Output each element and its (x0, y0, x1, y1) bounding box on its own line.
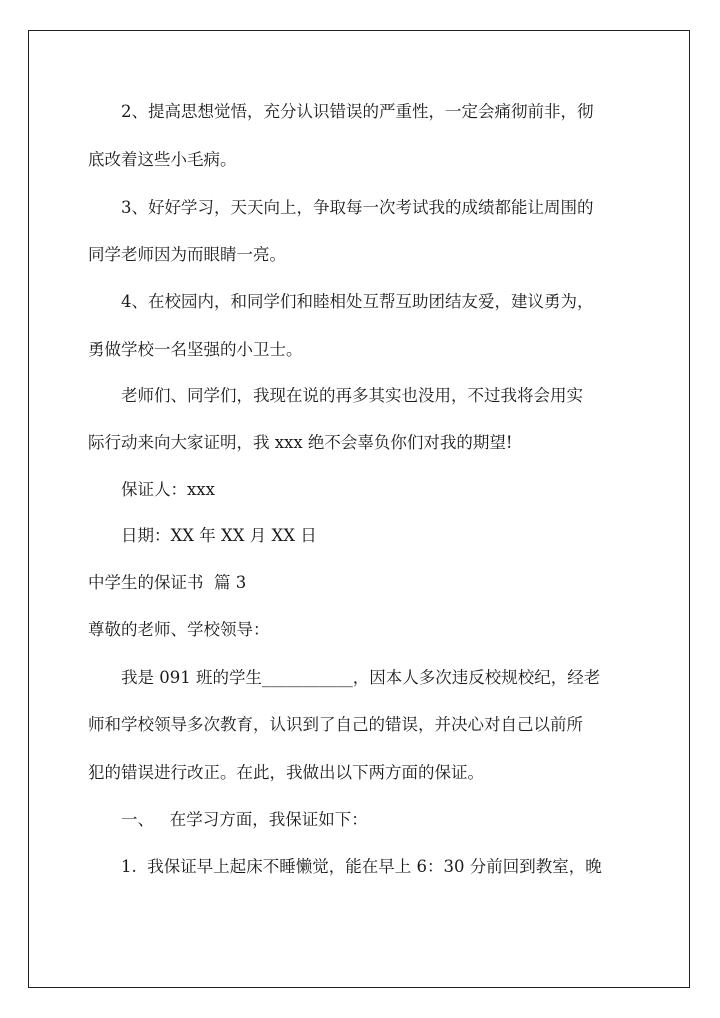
paragraph-line: 师和学校领导多次教育，认识到了自己的错误，并决心对自己以前所 (88, 715, 583, 734)
paragraph-line: 际行动来向大家证明，我 xxx 绝不会辜负你们对我的期望! (88, 433, 513, 452)
salutation: 尊敬的老师、学校领导： (88, 620, 270, 639)
paragraph-line: 我是 091 班的学生___________，因本人多次违反校规校纪，经老 (121, 668, 601, 687)
list-item: 1. 我保证早上起床不睡懒觉，能在早上 6：30 分前回到教室，晚 (121, 857, 602, 876)
paragraph-line: 勇做学校一名坚强的小卫士。 (88, 340, 303, 359)
paragraph-line: 4、在校园内，和同学们和睦相处互帮互助团结友爱，建议勇为， (121, 292, 594, 311)
paragraph-line: 3、好好学习，天天向上，争取每一次考试我的成绩都能让周围的 (121, 198, 594, 217)
paragraph-line: 同学老师因为而眼睛一亮。 (88, 245, 286, 264)
date-line: 日期：XX 年 XX 月 XX 日 (121, 526, 317, 545)
subsection-heading: 一、 在学习方面，我保证如下： (121, 810, 368, 829)
page-border (28, 30, 690, 988)
section-title: 中学生的保证书 篇 3 (88, 573, 247, 592)
paragraph-line: 2、提高思想觉悟，充分认识错误的严重性，一定会痛彻前非，彻 (121, 102, 594, 121)
signer-line: 保证人：xxx (121, 480, 215, 499)
paragraph-line: 犯的错误进行改正。在此，我做出以下两方面的保证。 (88, 763, 484, 782)
paragraph-line: 底改着这些小毛病。 (88, 150, 237, 169)
paragraph-line: 老师们、同学们，我现在说的再多其实也没用，不过我将会用实 (121, 386, 583, 405)
